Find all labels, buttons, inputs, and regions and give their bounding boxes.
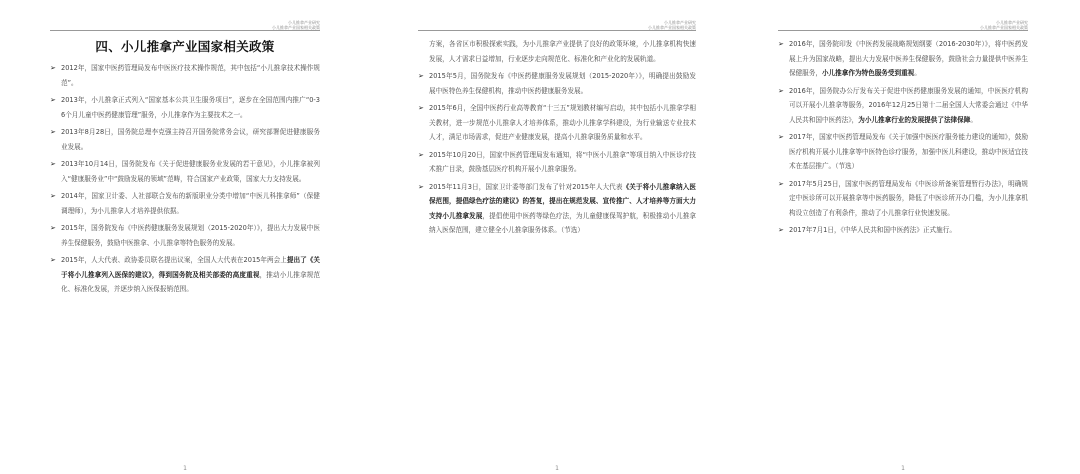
- header-line-1: 小儿推拿产业研究: [664, 20, 696, 25]
- emphasis-text: 提出了《关于将小儿推拿列入医保的建议》，得到国务院及相关部委的高度重视: [61, 256, 321, 279]
- policy-item-text: 2016年，国务院印发《中医药发展战略规划纲要（2016-2030年）》，将中医药发展上升为国家战略，提出大力发展中医养生保健服务，鼓励社会力量提供中医养生保健服务，小儿推拿作为特色服务受到重视。: [789, 40, 1028, 77]
- policy-item-text: 2013年8月28日，国务院总理李克强主持召开国务院常务会议，研究部署促进健康服务业发展。: [61, 128, 320, 151]
- policy-item: [50, 61, 320, 90]
- policy-list: [418, 69, 696, 238]
- policy-list: [778, 37, 1028, 238]
- header-line-2: 小儿推拿产业国家相关政策: [648, 25, 696, 30]
- policy-item-text: 2015年5月，国务院发布《中医药健康服务发展规划（2015-2020年）》，明确提出鼓励发展中医特色养生保健机构，推动中医药健康服务发展。: [429, 72, 696, 95]
- arrow-bullet-icon: ➢: [778, 86, 784, 95]
- document-page-3: [778, 0, 1028, 474]
- policy-item-text: 2016年，国务院办公厅发布关于促进中医药健康服务发展的通知，中医医疗机构可以开展小儿推拿等服务，2016年12月25日第十二届全国人大常委会通过《中华人民共和国中医药法》，为小儿推拿行业的发展提供了法律保障。: [789, 86, 1028, 124]
- arrow-bullet-icon: ➢: [50, 128, 56, 136]
- policy-item: [418, 101, 696, 145]
- policy-item: [418, 69, 696, 98]
- arrow-bullet-icon: ➢: [778, 179, 784, 188]
- policy-item: [778, 130, 1028, 174]
- policy-item-text: 2015年10月20日，国家中医药管理局发布通知，将“中医小儿推拿”等项目纳入中医诊疗技术推广目录，鼓励基层医疗机构开展小儿推拿服务。: [429, 150, 696, 173]
- policy-item-text: 2013年10月14日，国务院发布《关于促进健康服务业发展的若干意见》，小儿推拿被列入“健康服务业”中“鼓励发展的领域”范畴，符合国家产业政策，国家大力支持发展。: [61, 160, 320, 183]
- policy-item-text: 2015年6月，全国中医药行业高等教育“十三五”规划教材编写启动，其中包括小儿推拿学相关教材，进一步规范小儿推拿人才培养体系，推动小儿推拿学科建设，为行业输送专业技术人才，满足市场需求，促进产业健康发展，提高小儿推拿服务质量和水平。: [429, 104, 696, 141]
- continuation-text: 方案，各省区市积极探索实践，为小儿推拿产业提供了良好的政策环境，小儿推拿机构快速发展，人才需求日益增加，行业逐步走向规范化、标准化和产业化的发展轨道。: [429, 40, 696, 63]
- header-line-1: 小儿推拿产业研究: [288, 20, 320, 25]
- header-line-2: 小儿推拿产业国家相关政策: [980, 25, 1028, 30]
- policy-item-text: 2017年7月1日，《中华人民共和国中医药法》正式施行。: [789, 226, 956, 234]
- section-title: 四、小儿推拿产业国家相关政策: [95, 39, 275, 54]
- arrow-bullet-icon: ➢: [418, 72, 424, 80]
- policy-item: [50, 93, 320, 122]
- page-number: 1: [555, 465, 559, 472]
- policy-item: [778, 37, 1028, 81]
- header-line-1: 小儿推拿产业研究: [996, 20, 1028, 25]
- policy-item-text: 2017年5月25日，国家中医药管理局发布《中医诊所备案管理暂行办法》，明确规定中医诊所可以开展推拿等中医药服务，降低了中医诊所开办门槛，为小儿推拿机构设立创造了有利条件，推动了小儿推拿行业快速发展。: [789, 179, 1028, 217]
- policy-item: [778, 84, 1028, 128]
- page-header: [50, 20, 320, 31]
- policy-item: [418, 148, 696, 177]
- policy-item: [50, 221, 320, 250]
- arrow-bullet-icon: ➢: [50, 64, 56, 72]
- page-number: 1: [183, 465, 187, 472]
- arrow-bullet-icon: ➢: [778, 40, 784, 48]
- policy-item: [50, 157, 320, 186]
- policy-item: [418, 180, 696, 238]
- policy-item-text: 2015年11月3日，国家卫计委等部门发布了针对2015年人大代表《关于将小儿推拿纳入医保范围，提倡绿色疗法的建议》的答复，提出在规范发展、宣传推广、人才培养等方面大力支持小儿推拿发展，提倡使用中医药等绿色疗法，为儿童健康保驾护航，积极推动小儿推拿纳入医保范围，建立健全小儿推拿服务体系。（节选）: [429, 182, 697, 234]
- arrow-bullet-icon: ➢: [778, 133, 784, 141]
- policy-item: [50, 189, 320, 218]
- emphasis-text: 小儿推拿作为特色服务受到重视: [821, 69, 915, 77]
- policy-item: [778, 223, 1028, 238]
- policy-item-text: 2013年，小儿推拿正式列入“国家基本公共卫生服务项目”，逐步在全国范围内推广“0-36个月儿童中医药健康管理”服务，小儿推拿作为主要技术之一。: [61, 96, 320, 119]
- policy-item-text: 2015年，国务院发布《中医药健康服务发展规划（2015-2020年）》，提出大力发展中医养生保健服务，鼓励中医推拿、小儿推拿等特色服务的发展。: [61, 224, 320, 247]
- emphasis-text: 为小儿推拿行业的发展提供了法律保障: [858, 115, 971, 124]
- policy-list: [50, 61, 320, 297]
- header-line-2: 小儿推拿产业国家相关政策: [272, 25, 320, 30]
- policy-item: [778, 177, 1028, 221]
- arrow-bullet-icon: ➢: [50, 192, 56, 200]
- arrow-bullet-icon: ➢: [50, 160, 56, 168]
- arrow-bullet-icon: ➢: [778, 226, 784, 234]
- page-header: [418, 20, 696, 31]
- policy-item: [50, 125, 320, 154]
- policy-item-text: 2015年，人大代表、政协委员联名提出议案，全国人大代表在2015年两会上提出了《关于将小儿推拿列入医保的建议》，得到国务院及相关部委的高度重视，推动小儿推拿规范化、标准化发展，并逐步纳入医保报销范围。: [61, 256, 321, 293]
- arrow-bullet-icon: ➢: [50, 256, 56, 264]
- arrow-bullet-icon: ➢: [418, 104, 424, 112]
- arrow-bullet-icon: ➢: [418, 150, 424, 159]
- document-page-1: [50, 0, 320, 474]
- policy-item-text: 2014年，国家卫计委、人社部联合发布的新版职业分类中增加“中医儿科推拿师”（保健调理师），为小儿推拿人才培养提供依据。: [61, 192, 320, 215]
- page-header: [778, 20, 1028, 31]
- arrow-bullet-icon: ➢: [418, 182, 424, 191]
- policy-item-text: 2012年，国家中医药管理局发布中医医疗技术操作规范，其中包括“小儿推拿技术操作规范”。: [61, 64, 320, 87]
- arrow-bullet-icon: ➢: [50, 224, 56, 232]
- emphasis-text: 《关于将小儿推拿纳入医保范围，提倡绿色疗法的建议》的答复，提出在规范发展、宣传推广、人才培养等方面大力支持小儿推拿发展: [429, 182, 696, 220]
- arrow-bullet-icon: ➢: [50, 96, 56, 104]
- policy-item: [50, 253, 320, 297]
- document-page-2: [418, 0, 696, 474]
- page-number: 1: [901, 465, 905, 472]
- policy-item-text: 2017年，国家中医药管理局发布《关于加强中医医疗服务能力建设的通知》，鼓励医疗机构开展小儿推拿等中医特色诊疗服务，加强中医儿科建设，推动中医适宜技术在基层推广。（节选）: [789, 133, 1028, 170]
